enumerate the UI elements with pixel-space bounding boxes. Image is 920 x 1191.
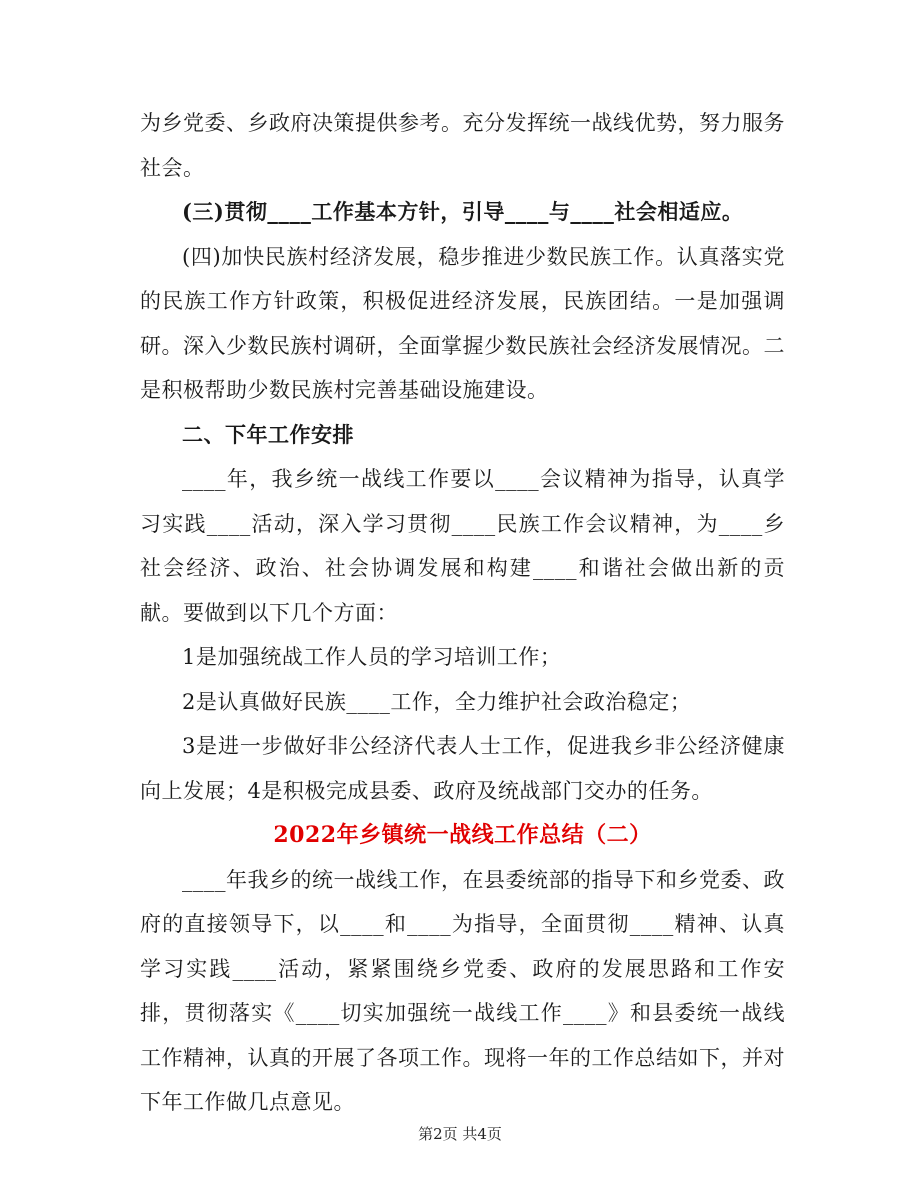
list-item-3-4: 3是进一步做好非公经济代表人士工作，促进我乡非公经济健康向上发展；4是积极完成县委、政府及统战部门交办的任务。 — [140, 734, 785, 803]
list-item-1: 1是加强统战工作人员的学习培训工作； — [182, 645, 562, 669]
paragraph-continuation: 为乡党委、乡政府决策提供参考。充分发挥统一战线优势，努力服务社会。 — [140, 111, 785, 180]
paragraph-summary-intro: ____年我乡的统一战线工作，在县委统部的指导下和乡党委、政府的直接领导下，以____和____为指导，全面贯彻____精神、认真学习实践____活动，紧紧围绕乡党委、政府的发展思路和工作安排，贯彻落实《____切实加强统一战线工作____》和县委统一战线工作精神，认真的开展了各项工作。现将一年的工作总结如下，并对下年工作做几点意见。 — [140, 867, 785, 1114]
section-heading-three: (三)贯彻____工作基本方针，引导____与____社会相适应。 — [182, 199, 744, 224]
document-body — [140, 101, 785, 1125]
document-title: 2022年乡镇统一战线工作总结（二） — [273, 822, 652, 848]
page-indicator: 第2页 共4页 — [418, 1125, 502, 1143]
list-item-2: 2是认真做好民族____工作，全力维护社会政治稳定； — [182, 689, 692, 714]
paragraph-section-four: (四)加快民族村经济发展，稳步推进少数民族工作。认真落实党的民族工作方针政策，积极促进经济发展，民族团结。一是加强调研。深入少数民族村调研，全面掌握少数民族社会经济发展情况。二是积极帮助少数民族村完善基础设施建设。 — [140, 244, 785, 402]
section-heading-next-year: 二、下年工作安排 — [182, 421, 354, 447]
paragraph-next-year-plan: ____年，我乡统一战线工作要以____会议精神为指导，认真学习实践____活动，深入学习贯彻____民族工作会议精神，为____乡社会经济、政治、社会协调发展和构建____和谐社会做出新的贡献。要做到以下几个方面： — [140, 467, 785, 625]
